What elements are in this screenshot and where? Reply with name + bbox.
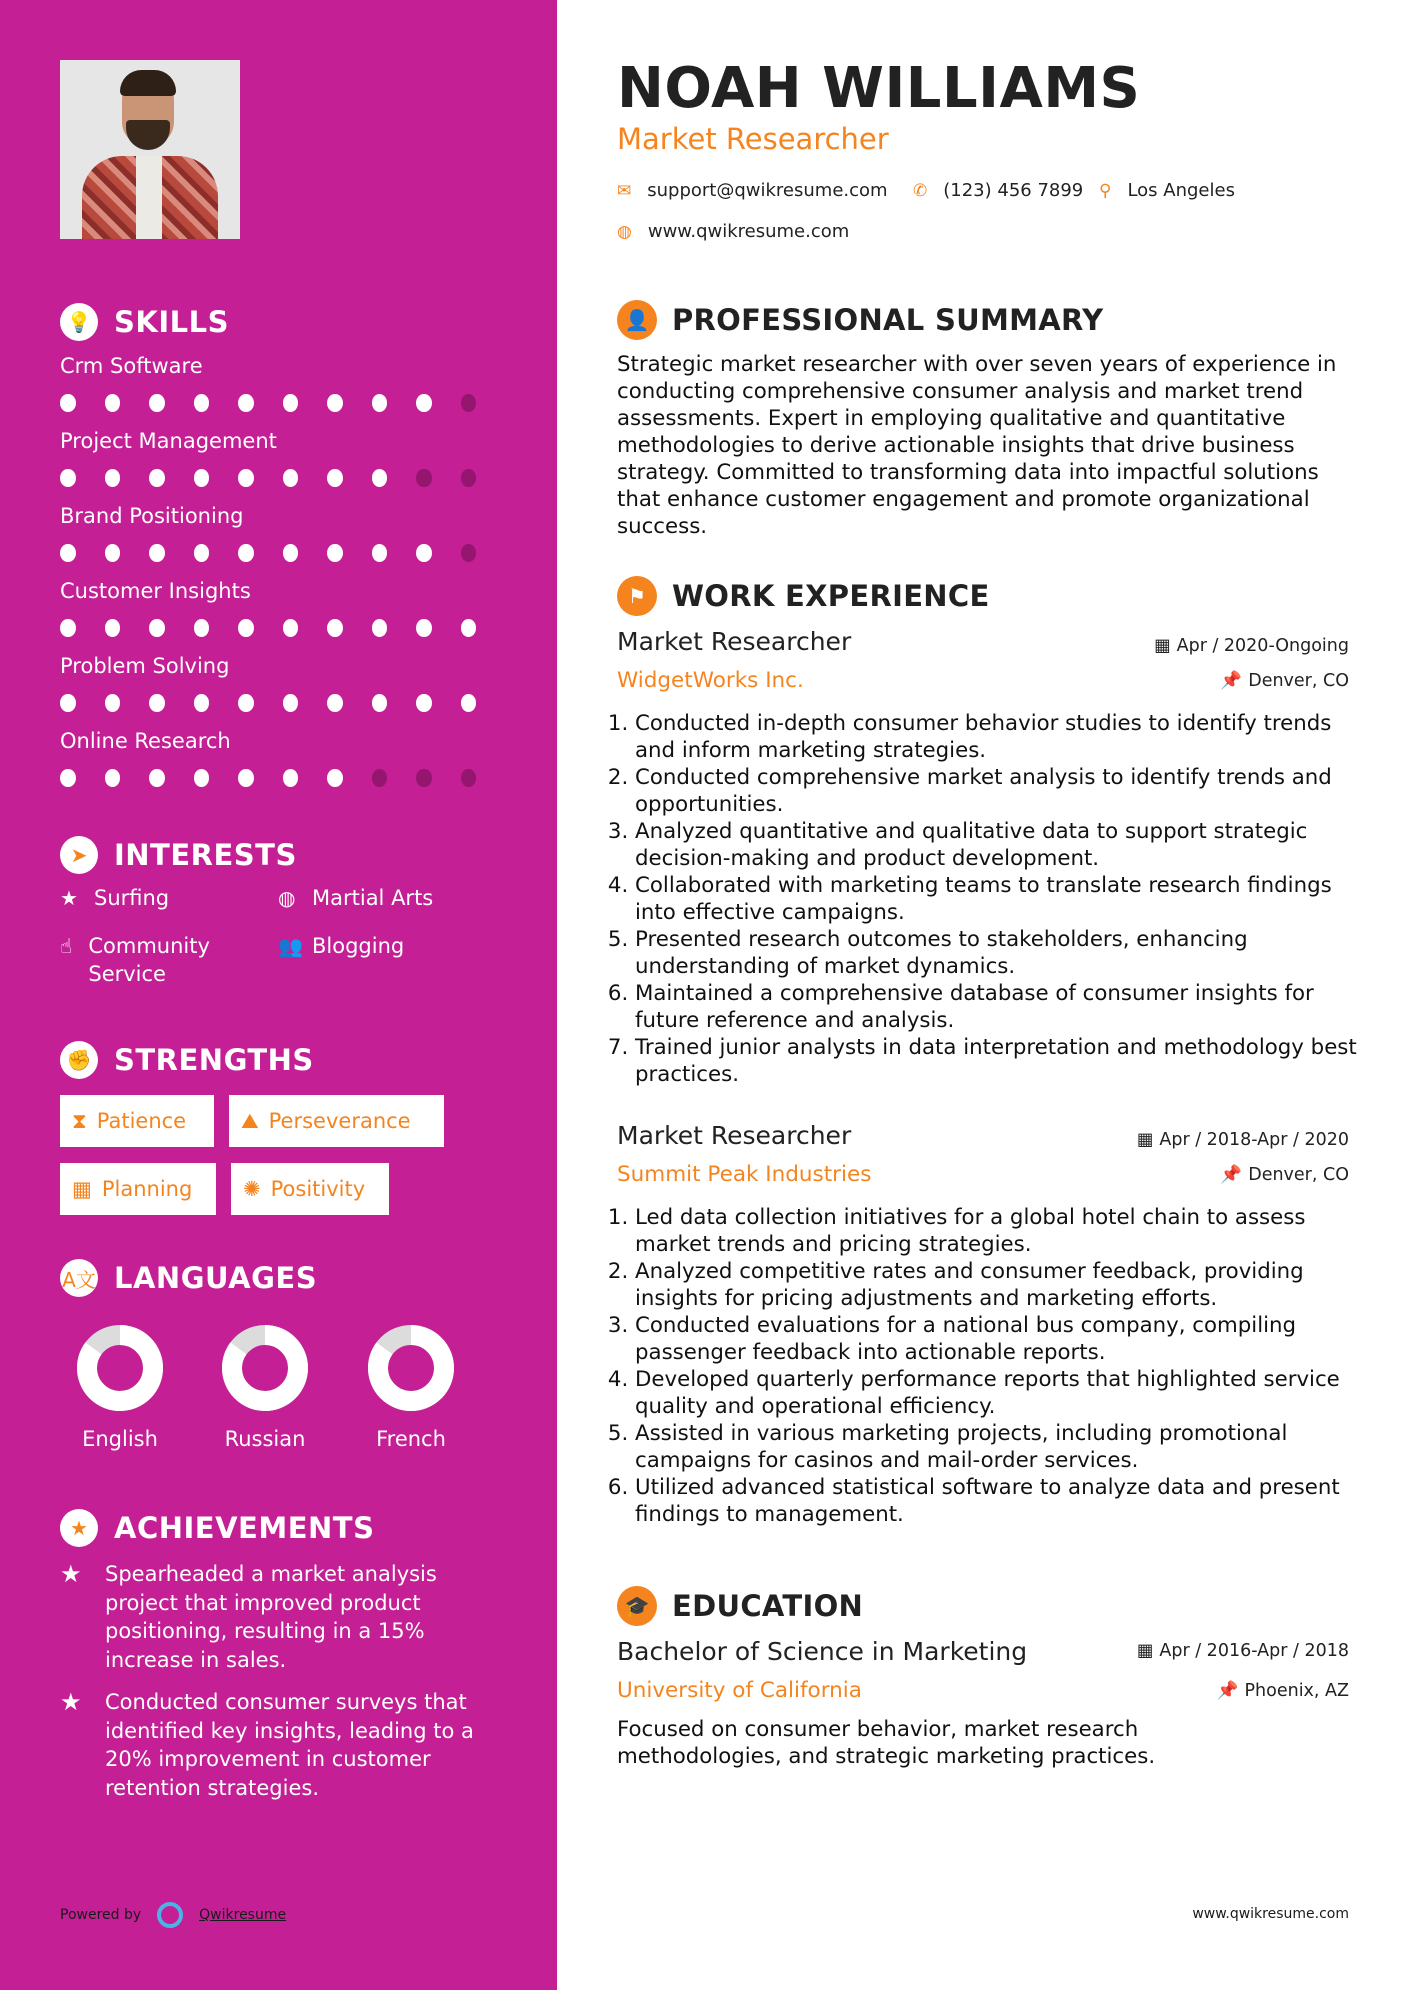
rating-dot-filled (372, 694, 388, 712)
rating-dot-empty (461, 394, 477, 412)
interest-label: Surfing (94, 886, 170, 910)
language-donut (222, 1325, 308, 1411)
rating-dot-filled (283, 394, 299, 412)
job-bullet: 4. Developed quarterly performance reports that highlighted service quality and operational efficiency. (635, 1366, 1375, 1420)
user-icon: 👤 (617, 300, 657, 340)
education-location (1217, 1681, 1349, 1701)
rating-dot-filled (149, 619, 165, 637)
pushpin-icon: 📌 (1216, 1681, 1239, 1701)
languages-heading (60, 1259, 317, 1297)
summary-text: Strategic market researcher with over seven years of experience in conducting comprehensive consumer analysis and market trend assessments. Expert in employing qualitative and quantitative methodologies to derive actionable insights that drive business strategy. Committed to transforming data into impactful solutions that enhance customer engagement and promote organizational success. (617, 352, 1337, 539)
contact-location (1099, 180, 1235, 201)
skill-item (60, 650, 505, 712)
job-bullet: 7. Trained junior analysts in data interpretation and methodology best practices. (635, 1034, 1375, 1088)
skill-name: Problem Solving (60, 654, 230, 678)
briefcase-chair-icon: ⚑ (617, 576, 657, 616)
achievement-item (60, 1560, 505, 1674)
rating-dot-filled (238, 769, 254, 787)
skill-rating (60, 544, 505, 562)
education-dates (1137, 1641, 1349, 1661)
achievement-text: Conducted consumer surveys that identified key insights, leading to a 20% improvement in customer retention strategies. (105, 1690, 474, 1800)
lightbulb-icon: 💡 (60, 303, 98, 341)
skill-rating (60, 394, 505, 412)
rating-dot-filled (194, 544, 210, 562)
rating-dot-filled (327, 469, 343, 487)
rating-dot-filled (60, 619, 76, 637)
interests-heading (60, 836, 297, 874)
rating-dot-filled (283, 769, 299, 787)
rating-dot-filled (372, 394, 388, 412)
education-dates-text: Apr / 2016-Apr / 2018 (1159, 1641, 1349, 1661)
interest-label: Blogging (312, 934, 405, 958)
job-location-text: Denver, CO (1248, 671, 1349, 691)
rating-dot-filled (105, 469, 121, 487)
achievements-title: ACHIEVEMENTS (114, 1511, 375, 1545)
skill-item (60, 425, 505, 487)
rating-dot-filled (60, 394, 76, 412)
users-icon: 👥 (278, 934, 303, 958)
job-bullet: 4. Collaborated with marketing teams to translate research findings into effective campaigns. (635, 872, 1375, 926)
profile-photo (60, 60, 240, 239)
rating-dot-filled (238, 619, 254, 637)
job-title: Market Researcher (617, 627, 852, 656)
interest-label: Martial Arts (312, 886, 434, 910)
skill-item (60, 350, 505, 412)
rating-dot-filled (194, 619, 210, 637)
person-role: Market Researcher (617, 122, 889, 156)
rating-dot-filled (416, 694, 432, 712)
skill-name: Online Research (60, 729, 231, 753)
rating-dot-filled (105, 394, 121, 412)
rating-dot-filled (327, 544, 343, 562)
phone-icon: ✆ (913, 180, 928, 201)
contact-phone[interactable] (913, 180, 1083, 201)
rating-dot-filled (372, 544, 388, 562)
rating-dot-filled (327, 619, 343, 637)
education-title: EDUCATION (672, 1589, 864, 1623)
education-text: Focused on consumer behavior, market research methodologies, and strategic marketing practices. (617, 1717, 1156, 1769)
job-dates (1154, 636, 1349, 656)
strength-label: Patience (96, 1109, 187, 1133)
interest-item (60, 884, 260, 912)
job-location (1220, 1165, 1349, 1185)
powered-by-label: Powered by (60, 1907, 142, 1923)
language-donut (368, 1325, 454, 1411)
summary-title: PROFESSIONAL SUMMARY (672, 303, 1104, 337)
skills-heading (60, 303, 229, 341)
job-bullet: 5. Assisted in various marketing projects, including promotional campaigns for casinos and mail-order services. (635, 1420, 1375, 1474)
qwikresume-link[interactable]: Qwikresume (199, 1907, 287, 1923)
rating-dot-filled (149, 694, 165, 712)
interest-item (60, 932, 260, 988)
job-bullet: 6. Utilized advanced statistical software to analyze data and present findings to management. (635, 1474, 1375, 1528)
person-name: NOAH WILLIAMS (617, 56, 1141, 121)
education-heading (617, 1586, 863, 1626)
rating-dot-filled (105, 694, 121, 712)
sun-icon: ✺ (243, 1177, 261, 1201)
language-item (356, 1325, 466, 1451)
rating-dot-filled (416, 619, 432, 637)
skill-name: Project Management (60, 429, 277, 453)
contact-email[interactable] (617, 180, 888, 201)
rating-dot-empty (461, 769, 477, 787)
calendar-icon: ▦ (1136, 1641, 1154, 1661)
job-dates-text: Apr / 2018-Apr / 2020 (1159, 1130, 1349, 1150)
rating-dot-filled (327, 769, 343, 787)
interest-label: Community Service (88, 934, 210, 986)
location-text: Los Angeles (1127, 180, 1235, 201)
strength-tag (60, 1095, 214, 1147)
rating-dot-empty (372, 769, 388, 787)
rating-dot-empty (416, 769, 432, 787)
rating-dot-filled (194, 694, 210, 712)
rating-dot-filled (60, 769, 76, 787)
job-bullet: 6. Maintained a comprehensive database of consumer insights for future reference and analysis. (635, 980, 1375, 1034)
languages-title: LANGUAGES (114, 1261, 318, 1295)
experience-title: WORK EXPERIENCE (672, 579, 990, 613)
rating-dot-filled (238, 469, 254, 487)
job-bullets (609, 710, 1375, 1088)
translate-icon: A文 (60, 1259, 98, 1297)
language-item (210, 1325, 320, 1451)
strength-label: Perseverance (268, 1109, 411, 1133)
rating-dot-filled (149, 469, 165, 487)
map-pin-icon: ⚲ (1099, 180, 1112, 201)
education-location-text: Phoenix, AZ (1244, 1681, 1349, 1701)
job-company: WidgetWorks Inc. (617, 668, 804, 693)
hand-icon: ☝ (60, 934, 73, 958)
rating-dot-filled (416, 544, 432, 562)
globe-icon: ◍ (617, 221, 632, 242)
qwikresume-logo-icon (157, 1902, 183, 1928)
rating-dot-filled (60, 544, 76, 562)
rating-dot-filled (238, 544, 254, 562)
language-name: French (376, 1427, 446, 1451)
sidebar (0, 0, 557, 1990)
rating-dot-filled (194, 394, 210, 412)
degree-title: Bachelor of Science in Marketing (617, 1637, 1028, 1666)
interest-item (278, 932, 508, 960)
road-icon: ⛰ (241, 1108, 259, 1133)
language-donut (77, 1325, 163, 1411)
language-name: Russian (224, 1427, 306, 1451)
rating-dot-filled (149, 544, 165, 562)
globe-icon: ◍ (278, 886, 296, 910)
job-location (1220, 671, 1349, 691)
job-dates-text: Apr / 2020-Ongoing (1176, 636, 1349, 656)
rating-dot-filled (105, 544, 121, 562)
interest-item (278, 884, 508, 912)
phone-text: (123) 456 7899 (943, 180, 1084, 201)
rating-dot-filled (461, 694, 477, 712)
language-item (65, 1325, 175, 1451)
rating-dot-filled (194, 769, 210, 787)
job-bullet: 1. Conducted in-depth consumer behavior studies to identify trends and inform marketing strategies. (635, 710, 1375, 764)
rating-dot-empty (416, 469, 432, 487)
rating-dot-filled (283, 619, 299, 637)
job-bullet: 1. Led data collection initiatives for a global hotel chain to assess market trends and pricing strategies. (635, 1204, 1375, 1258)
strength-label: Planning (101, 1177, 193, 1201)
language-name: English (82, 1427, 158, 1451)
school-name: University of California (617, 1678, 862, 1703)
job-bullet: 2. Analyzed competitive rates and consumer feedback, providing insights for pricing adjustments and marketing efforts. (635, 1258, 1375, 1312)
job-bullet: 5. Presented research outcomes to stakeholders, enhancing understanding of market dynamics. (635, 926, 1375, 980)
hourglass-icon: ⧗ (72, 1108, 87, 1133)
rating-dot-filled (105, 619, 121, 637)
skill-item (60, 725, 505, 787)
rating-dot-filled (372, 469, 388, 487)
job-bullet: 3. Analyzed quantitative and qualitative data to support strategic decision-making and product development. (635, 818, 1375, 872)
achievement-text: Spearheaded a market analysis project that improved product positioning, resulting in a 15% increase in sales. (105, 1562, 437, 1672)
skill-rating (60, 619, 505, 637)
job-dates (1137, 1130, 1349, 1150)
job-bullet: 3. Conducted evaluations for a national bus company, compiling passenger feedback into actionable reports. (635, 1312, 1375, 1366)
rating-dot-filled (327, 694, 343, 712)
rating-dot-filled (60, 469, 76, 487)
skill-name: Brand Positioning (60, 504, 244, 528)
footer-url[interactable]: www.qwikresume.com (1192, 1906, 1349, 1922)
rating-dot-filled (238, 394, 254, 412)
rating-dot-filled (149, 769, 165, 787)
rating-dot-filled (194, 469, 210, 487)
experience-heading (617, 576, 990, 616)
trophy-star-icon: ★ (60, 1509, 98, 1547)
skill-item (60, 575, 505, 637)
rating-dot-filled (149, 394, 165, 412)
skill-rating (60, 769, 505, 787)
fist-icon: ✊ (60, 1041, 98, 1079)
rating-dot-filled (283, 469, 299, 487)
shooting-star-icon: ★ (60, 1688, 82, 1716)
star-icon: ★ (60, 886, 78, 910)
strength-label: Positivity (270, 1177, 366, 1201)
skill-item (60, 500, 505, 562)
pushpin-icon: 📌 (1220, 1165, 1243, 1185)
calendar-icon: ▦ (1136, 1130, 1154, 1150)
email-text: support@qwikresume.com (647, 180, 888, 201)
rating-dot-filled (283, 694, 299, 712)
strengths-title: STRENGTHS (114, 1043, 314, 1077)
rating-dot-filled (105, 769, 121, 787)
strength-tag (231, 1163, 389, 1215)
job-location-text: Denver, CO (1248, 1165, 1349, 1185)
calendar-icon: ▦ (1154, 636, 1171, 656)
skills-title: SKILLS (114, 305, 229, 339)
rating-dot-filled (238, 694, 254, 712)
interests-title: INTERESTS (114, 838, 297, 872)
powered-by (60, 1902, 286, 1928)
achievements-heading (60, 1509, 374, 1547)
rating-dot-filled (372, 619, 388, 637)
strength-tag (229, 1095, 444, 1147)
job-bullets (609, 1204, 1375, 1528)
achievement-item (60, 1688, 505, 1802)
rating-dot-filled (416, 394, 432, 412)
job-company: Summit Peak Industries (617, 1162, 872, 1187)
skill-name: Crm Software (60, 354, 203, 378)
rating-dot-filled (327, 394, 343, 412)
website-text: www.qwikresume.com (647, 221, 850, 242)
contact-website[interactable] (617, 221, 849, 242)
skill-name: Customer Insights (60, 579, 251, 603)
graduate-icon: 🎓 (617, 1586, 657, 1626)
envelope-icon: ✉ (617, 180, 632, 201)
rating-dot-filled (60, 694, 76, 712)
skill-rating (60, 694, 505, 712)
skill-rating (60, 469, 505, 487)
shooting-star-icon: ★ (60, 1560, 82, 1588)
paper-plane-icon: ➤ (60, 836, 98, 874)
calendar-icon: ▦ (72, 1177, 92, 1201)
strength-tag (60, 1163, 216, 1215)
strengths-heading (60, 1041, 314, 1079)
rating-dot-filled (283, 544, 299, 562)
job-title: Market Researcher (617, 1121, 852, 1150)
rating-dot-empty (461, 544, 477, 562)
summary-heading (617, 300, 1103, 340)
job-bullet: 2. Conducted comprehensive market analysis to identify trends and opportunities. (635, 764, 1375, 818)
rating-dot-filled (461, 619, 477, 637)
rating-dot-empty (461, 469, 477, 487)
pushpin-icon: 📌 (1220, 671, 1243, 691)
